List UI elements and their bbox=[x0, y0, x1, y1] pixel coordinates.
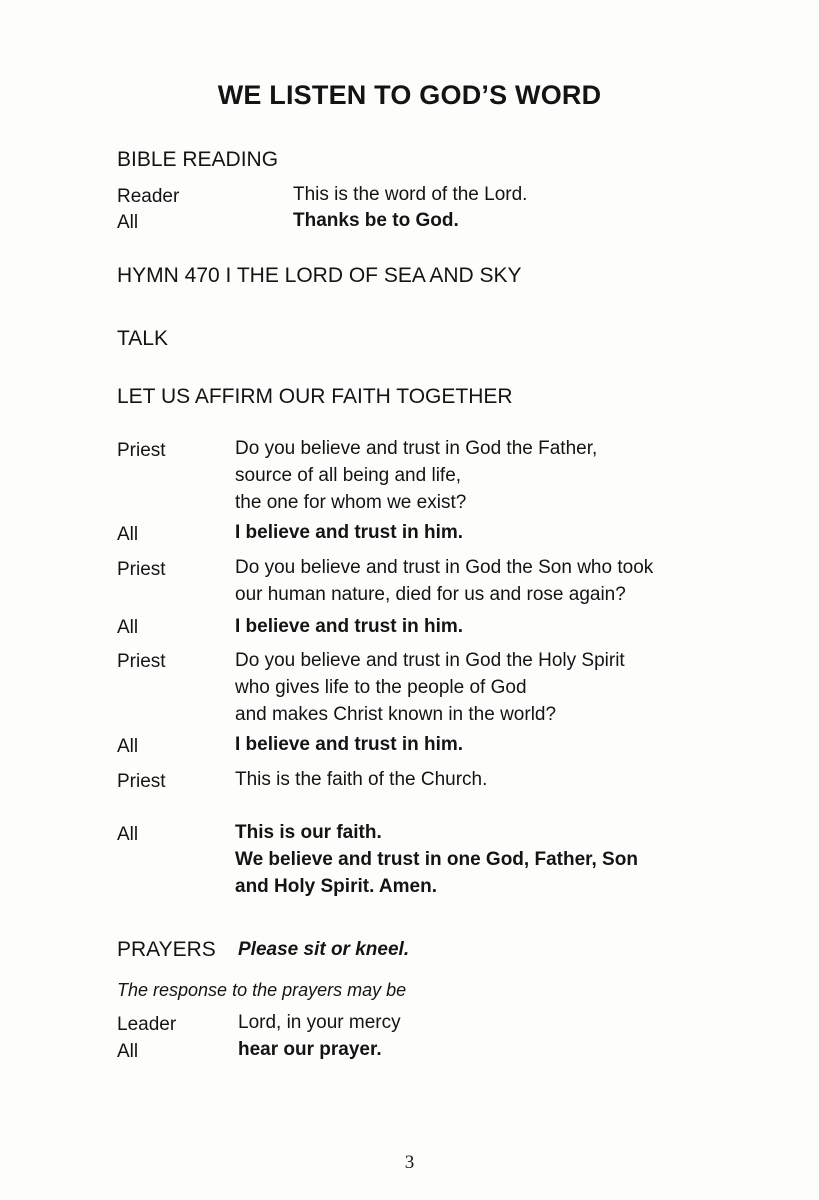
affirm-heading: LET US AFFIRM OUR FAITH TOGETHER bbox=[117, 385, 513, 408]
response-text: hear our prayer. bbox=[238, 1039, 382, 1060]
page-title: WE LISTEN TO GOD’S WORD bbox=[217, 80, 602, 110]
text-line: our human nature, died for us and rose again? bbox=[235, 584, 626, 605]
speaker-label: Leader bbox=[117, 1014, 177, 1035]
hymn-heading: HYMN 470 I THE LORD OF SEA AND SKY bbox=[117, 264, 522, 287]
speaker-label: All bbox=[117, 524, 139, 545]
speaker-label: Reader bbox=[117, 186, 180, 207]
text-line: and makes Christ known in the world? bbox=[235, 704, 557, 725]
response-text bbox=[235, 647, 625, 728]
response-text bbox=[235, 554, 653, 608]
response-text: Thanks be to God. bbox=[293, 210, 459, 231]
speaker-label: All bbox=[117, 824, 139, 845]
talk-heading: TALK bbox=[117, 327, 168, 350]
text-line: Do you believe and trust in God the Son who took bbox=[235, 557, 654, 578]
prayers-heading: PRAYERS bbox=[117, 938, 216, 961]
text-line: This is our faith. bbox=[235, 822, 382, 843]
speaker-label: Priest bbox=[117, 559, 166, 580]
response-text: I believe and trust in him. bbox=[235, 616, 464, 637]
response-text bbox=[235, 435, 597, 516]
speaker-label: All bbox=[117, 736, 139, 757]
speaker-label: All bbox=[117, 617, 139, 638]
response-text bbox=[235, 819, 638, 900]
text-line: the one for whom we exist? bbox=[235, 492, 467, 513]
speaker-label: All bbox=[117, 212, 139, 233]
response-text: This is the faith of the Church. bbox=[235, 769, 488, 790]
text-line: We believe and trust in one God, Father, Son bbox=[235, 849, 638, 870]
bible-reading-heading: BIBLE READING bbox=[117, 148, 279, 171]
response-text: I believe and trust in him. bbox=[235, 522, 464, 543]
text-line: Do you believe and trust in God the Holy Spirit bbox=[235, 650, 625, 671]
speaker-label: Priest bbox=[117, 440, 166, 461]
text-line: who gives life to the people of God bbox=[235, 677, 527, 698]
text-line: Do you believe and trust in God the Father, bbox=[235, 438, 598, 459]
response-text: I believe and trust in him. bbox=[235, 734, 464, 755]
speaker-label: All bbox=[117, 1041, 139, 1062]
response-text: Lord, in your mercy bbox=[238, 1012, 401, 1033]
prayers-note: The response to the prayers may be bbox=[117, 980, 407, 1000]
prayers-instruction: Please sit or kneel. bbox=[238, 939, 410, 960]
text-line: and Holy Spirit. Amen. bbox=[235, 876, 437, 897]
speaker-label: Priest bbox=[117, 771, 166, 792]
text-line: source of all being and life, bbox=[235, 465, 462, 486]
response-text: This is the word of the Lord. bbox=[293, 184, 528, 205]
speaker-label: Priest bbox=[117, 651, 166, 672]
page-number: 3 bbox=[404, 1152, 415, 1173]
